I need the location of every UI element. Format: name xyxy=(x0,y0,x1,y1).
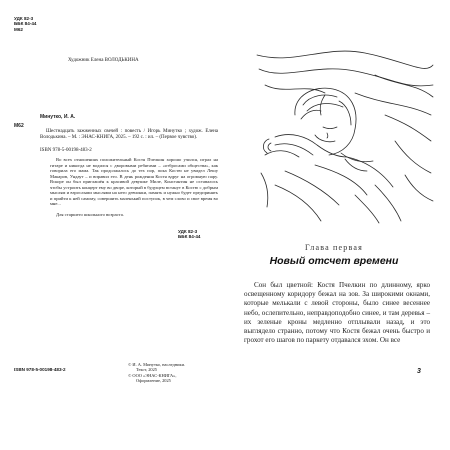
chapter-label: Глава первая xyxy=(305,243,363,252)
udk-bbk-top xyxy=(14,16,36,32)
bbk-line-bottom: ББК 84-44 xyxy=(178,234,201,240)
copyright-line: Оформление, 2025 xyxy=(136,378,171,384)
audience-note: Для старшего школьного возраста. xyxy=(56,212,124,217)
code-line: М62 xyxy=(14,26,23,32)
sleeping-boy-illustration-icon xyxy=(255,45,435,225)
copyright-line: Текст, 2025 xyxy=(136,367,157,373)
bibliographic-description: Шестнадцать зажженных свечей : повесть / Игорь Минутко ; худож. Елена Володькина. – М. : ЭНАС-КНИГА, 2025. – 192 с. : ил. – (Первое чувство). xyxy=(40,129,218,140)
copyright-line: © ООО «ЭНАС-КНИГА», xyxy=(128,372,177,378)
udk-line-bottom: УДК 82-3 xyxy=(178,229,198,234)
udk-bbk-bottom xyxy=(178,229,200,240)
page-number: 3 xyxy=(417,368,421,375)
copyright-block xyxy=(128,362,185,384)
chapter-title: Новый отсчет времени xyxy=(269,255,399,267)
udk-line: УДК 82-3 xyxy=(14,16,34,21)
copyright-line: © И. А. Минутко, наследники. xyxy=(128,362,186,367)
artist-credit: Художник Елена ВОЛОДЬКИНА xyxy=(68,58,139,63)
author-heading: Минутко, И. А. xyxy=(40,114,76,120)
author-code: М62 xyxy=(14,123,24,129)
annotation: Во всех отношениях положительный Костя Пчелкин хорошо учился, играл на гитаре и никогда не водился с дворовыми ребятами – «отбросами общества», как говорила его мама. Так продолжалось до тех пор, пока Костю не увидел Лешу Макаров, Ундаут – и вправил его. В день рождения Костя вдруг на огромную пару. Вскоре он был приглашён к красивой девушке Миле, Константин не оставалось чтобы устроить концерт ему во дворе, который в будущем встанут в Костю с добрым мыслям и взрослыми мыслями на него девчонки, память и нужно будет предпринять и прийти к ней самому, совершить маленький поступок, в чем слово и свое время во мне... xyxy=(50,157,218,206)
isbn-middle: ISBN 978-5-00198-483-2 xyxy=(40,148,92,153)
isbn-bottom: ISBN 978-5-00198-483-2 xyxy=(14,367,66,372)
bbk-line: ББК 84-44 xyxy=(14,21,37,27)
body-text: Сон был цветной: Костя Пчелкин по длинному, ярко освещенному коридору бежал на зов. За широкими окнами, которые мелькали с левой стороны, было синее весеннее небо, ослепительно, неправдоподобно синее, и там деревья – их зеленые кроны медленно отплывали назад, и это выглядело странно, потому что Костя бежал очень быстро и грохот его шагов по паркету отдавался эхом. Он все xyxy=(244,281,430,345)
